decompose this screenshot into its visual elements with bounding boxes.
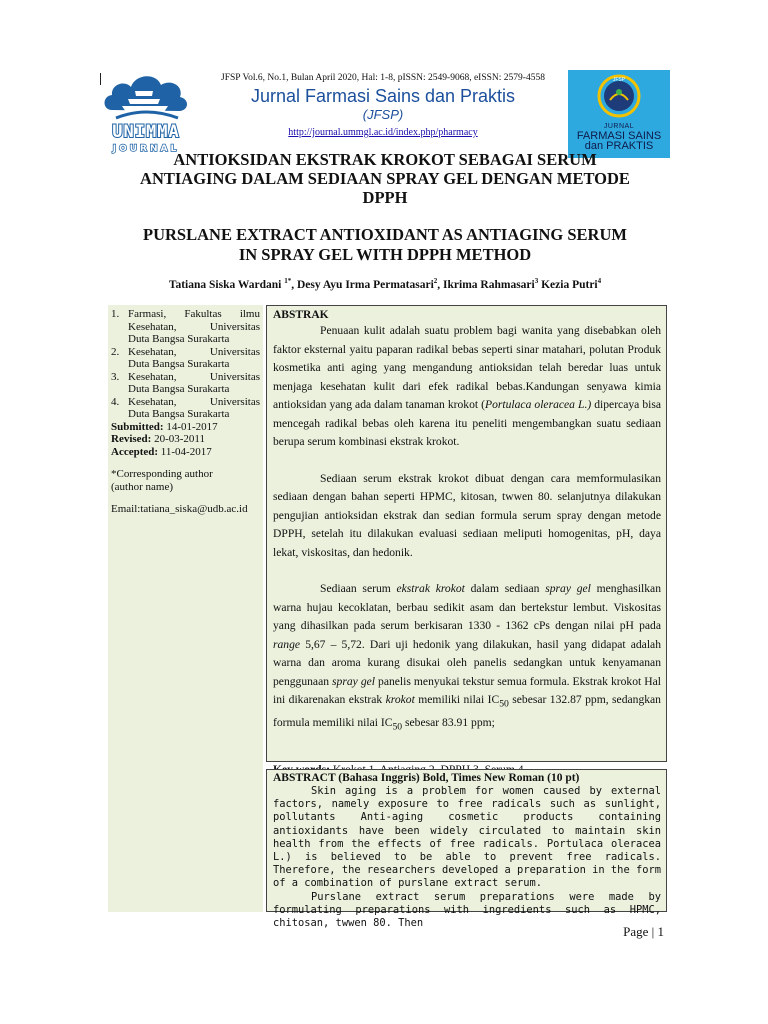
affiliation-line: Duta Bangsa Surakarta [128,358,230,370]
unimma-journal-logo [98,66,194,160]
submitted-date [111,421,260,434]
text-run: sebesar 83.91 ppm; [402,715,495,729]
affiliation-line: Kesehatan, Universitas [128,370,260,383]
logo-line-jurnal: JURNAL [603,123,635,130]
text-run: sebesar 132.87 ppm, sedangkan formula memiliki nilai IC [273,693,661,729]
text-run: panelis menyukai tekstur semua formula. Ekstrak krokot Hal ini dikarenakan ekstrak [273,674,661,706]
affiliation-number: 4. [111,395,120,408]
affiliation-number: 3. [111,370,120,383]
abstract-english-paragraph-1: Skin aging is a problem for women caused by external factors, namely exposure to free radicals such as sunlight, pollutants Anti-aging cosmetic products containing antioxidants have been widely circulated to maintain skin health from the effects of free radicals. Portulaca oleracea L.) is believed to be able to prevent free radicals. Therefore, the researchers developed a preparation in the form of a combination of purslane extract serum. [273,785,661,890]
text-run: Penuaan kulit adalah suatu problem bagi wanita yang disebabkan oleh faktor eksternal yaitu paparan radikal bebas seperti sinar matahari, polutan Produk kosmetika anti aging yang mengandung antioksidan telah beredar luas untuk menjaga kesehatan kulit dari efek radikal bebas.Kandungan senyawa kimia antioksidan yang ada dalam tanaman krokot ( [273,324,661,411]
jfsp-emblem-icon [568,70,670,122]
title-en-line-1: PURSLANE EXTRACT ANTIOXIDANT AS ANTIAGING SERUM [143,225,627,244]
subscript-run: 50 [392,721,403,733]
abstrak-paragraph-3 [273,580,661,737]
jfsp-logo [568,70,670,158]
title-id-line-3: DPPH [362,188,408,207]
abstract-english-heading: ABSTRACT (Bahasa Inggris) Bold, Times New Roman (10 pt) [273,772,580,784]
affiliation-line: Kesehatan, Universitas [128,320,260,333]
italic-run: Portulaca oleracea L.) [485,398,592,411]
logo-wordmark: UNIMMA [112,122,180,142]
abstrak-paragraph-1 [273,322,661,452]
author-3: Ikrima Rahmasari [443,278,535,291]
journal-citation-info: JFSP Vol.6, No.1, Bulan April 2020, Hal: 1-8, pISSN: 2549-9068, eISSN: 2579-4558 [221,73,545,83]
abstrak-paragraph-2: Sediaan serum ekstrak krokot dibuat dengan cara memformulasikan sediaan dengan bahan seperti HPMC, kitosan, twwen 80. selanjutnya dilakukan pengujian antioksidan ekstrak dan sedian formula serum spray dengan metode DPPH, setelah itu dilakukan evaluasi sediaan meliputi homogenitas, pH, daya lekat, viskositas, dan hedonik. [273,471,661,559]
italic-run: range [273,637,301,651]
journal-url-link[interactable]: http://journal.ummgl.ac.id/index.php/pharmacy [288,127,478,138]
affiliation-line: Duta Bangsa Surakarta [128,333,230,345]
author-list: Tatiana Siska Wardani $^{1*}$, Desy Ayu Irma Permatasari$^2$, Ikrima Rahmasari$^3$ Kezia Putri$^4$ [168,277,602,291]
text-run: 5,67 – 5,72. Dari uji hedonik yang dilakukan, hasil yang didapat adalah warna dan aroma kurang disukai oleh panelis sedangkan untuk kenyamanan penggunaan [273,637,661,688]
author-1-sup: 1* [284,277,292,285]
affiliation-1 [111,308,260,346]
accepted-label: Accepted: [111,445,159,458]
author-4-sup: 4 [597,277,602,285]
jfsp-badge-text: JFSP [612,77,626,83]
abstrak-box [266,305,667,762]
logo-subtext: JOURNAL [112,144,180,154]
affiliation-3 [111,371,260,396]
text-run: dalam sediaan [464,582,546,595]
article-dates [111,421,260,459]
corresponding-author: *Corresponding author [111,468,213,480]
text-run: memiliki nilai IC [414,693,500,706]
cloud-ship-icon [98,66,194,126]
text-run: dipercaya bisa mencegah radikal bebas oleh karena itu peneliti mengembangkan suatu sediaan berupa serum kombinasi ekstrak krokot. [273,398,661,448]
revised-label: Revised: [111,433,152,445]
author-4: Kezia Putri [541,278,598,291]
subscript-run: 50 [499,698,509,710]
affiliation-line: Duta Bangsa Surakarta [128,383,230,395]
author-3-sup: 3 [534,277,539,285]
affiliation-line: Kesehatan, Universitas [128,395,260,408]
abstrak-body [273,322,661,737]
abstrak-heading: ABSTRAK [273,309,329,321]
journal-name: Jurnal Farmasi Sains dan Praktis [250,86,516,106]
corresponding-email: Email:tatiana_siska@udb.ac.id [111,503,248,515]
journal-abbreviation: (JFSP) [362,107,404,122]
italic-run: krokot [385,693,415,706]
accepted-value: 11-04-2017 [158,445,212,458]
revised-value: 20-03-2011 [151,433,205,445]
italic-run: spray gel [545,582,591,595]
title-english [102,225,668,265]
logo-line-3: dan PRAKTIS [584,140,654,152]
revised-date [111,433,260,446]
affiliation-line: Kesehatan, Universitas [128,345,260,358]
affiliation-number: 1. [111,308,120,320]
text-run: menghasilkan warna hujau kecoklatan, berbau sedikit asam dan bertekstur lembut. Viskositas yang dihasilkan pada serum berkisaran 1330 - 1362 cPs dengan nilai pH pada [273,582,661,632]
affiliation-number: 2. [111,345,120,358]
abstract-english-paragraph-2: Purslane extract serum preparations were made by formulating preparations with ingredients such as HPMC, chitosan, twwen 80. Then [273,890,661,930]
affiliation-4 [111,396,260,421]
accepted-date [111,446,260,459]
submitted-value: 14-01-2017 [163,420,218,433]
corresponding-author-name: (author name) [111,480,173,493]
title-id-line-2: ANTIAGING DALAM SEDIAAN SPRAY GEL DENGAN METODE [140,169,630,188]
affiliation-line: Duta Bangsa Surakarta [128,408,230,420]
italic-run: ekstrak krokot [396,582,465,595]
affiliation-sidebar [108,305,263,912]
affiliation-line: Farmasi, Fakultas ilmu [128,308,260,320]
abstract-english-box [266,769,667,930]
author-1: Tatiana Siska Wardani [168,278,282,291]
author-2: Desy Ayu Irma Permatasari [296,278,434,291]
submitted-label: Submitted: [111,420,164,433]
logo-line-2: FARMASI SAINS [576,130,662,142]
title-id-line-1: ANTIOKSIDAN EKSTRAK KROKOT SEBAGAI SERUM [173,150,597,169]
page-number: Page | 1 [623,924,664,939]
affiliation-2 [111,346,260,371]
text-run: Sediaan serum [320,582,397,595]
author-2-sup: 2 [433,277,438,285]
logo-line-farmasi [568,131,670,151]
title-en-line-2: IN SPRAY GEL WITH DPPH METHOD [238,245,532,264]
title-indonesian [102,150,668,207]
italic-run: spray gel [332,674,376,688]
